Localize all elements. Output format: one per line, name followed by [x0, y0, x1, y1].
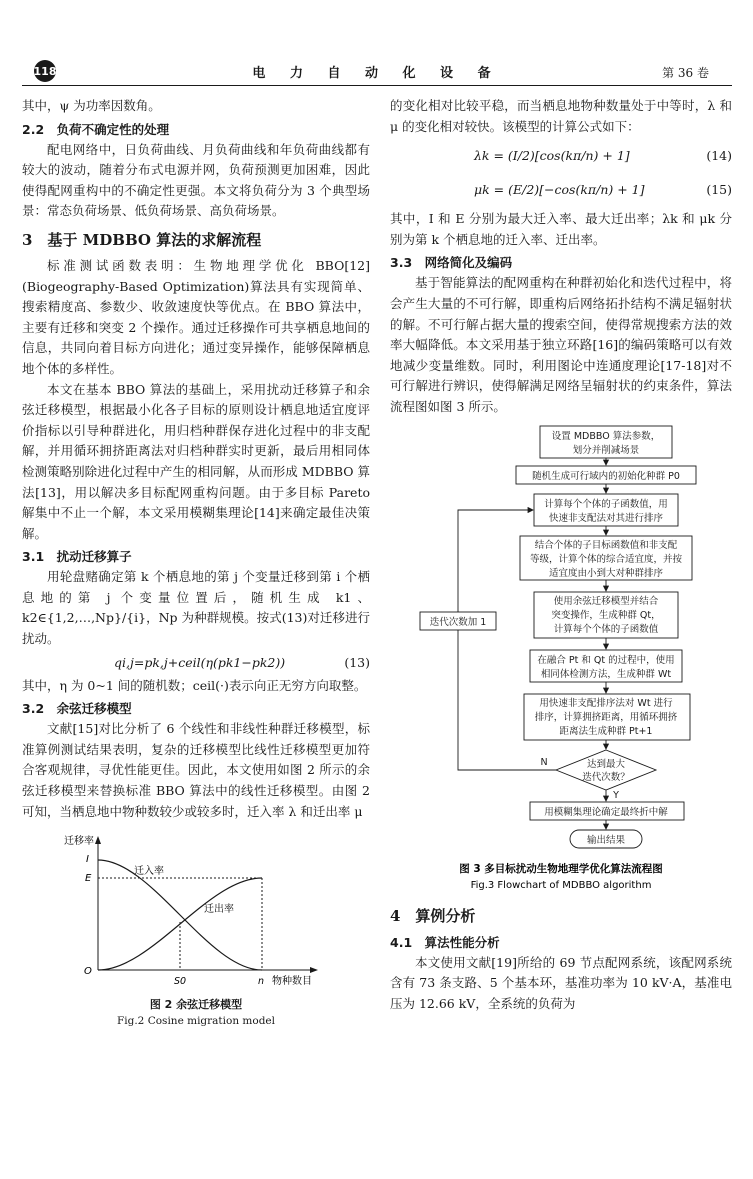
flow-box-1-line-1: 设置 MDBBO 算法参数，	[551, 430, 661, 442]
x-axis-arrow	[310, 967, 318, 973]
equation-13	[22, 652, 370, 674]
paragraph-3-1: 用轮盘赌确定第 k 个栖息地的第 j 个变量迁移到第 i 个栖息地的第 j 个变量位置后，随机生成 k1、k2∈{1,2,…,Np}/{i}，Np 为种群规模。按式(13)对迁移进行扰动。	[22, 569, 370, 647]
immigration-label: 迁入率	[134, 866, 164, 878]
flow-box-6-line-1: 在融合 Pt 和 Qt 的过程中，使用	[537, 654, 675, 666]
section-3-1-title: 3.1 扰动迁移算子	[22, 549, 132, 565]
paragraph-3b: 本文在基本 BBO 算法的基础上，采用扰动迁移算子和余弦迁移模型，根据最小化各子目标的原则设计栖息地适宜度评价指标以引导种群进化，用归档种群保存进化过程中的非支配解，并用循环拥挤距离法对归档种群实时更新，最后用相同体检测策略别除进化过程中产生的相同解，从而形成 MDBBO 算法[13]，用以解决多目标配网重构问题。由于多目标 Pareto 解集中不止一个解，本文采用模糊集理论[14]来确定最佳决策解。	[22, 381, 370, 541]
flow-box-4-line-1: 结合个体的子目标函数值和非支配	[534, 539, 678, 551]
figure-2	[22, 830, 370, 1027]
y-axis-arrow	[95, 836, 101, 844]
flow-box-7-line-3: 距离法生成种群 Pt+1	[559, 725, 653, 737]
section-2-2-title: 2.2 负荷不确定性的处理	[22, 121, 170, 137]
x-tick-n: n	[258, 976, 265, 988]
flow-no-label: N	[540, 756, 548, 768]
equation-14	[390, 145, 732, 167]
emigration-label: 迁出率	[204, 904, 234, 916]
arrow-loop-back	[458, 510, 533, 612]
paragraph-3-2: 文献[15]对比分析了 6 个线性和非线性种群迁移模型，标准算例测试结果表明，复杂的迁移模型比线性迁移模型更加符合客观规律，寻优性能更佳。因此，本文使用如图 2 所示的余弦迁移模型来替换标准 BBO 算法中的线性迁移模型。由图 2 可知，当栖息地中物种数较少或较多时，迁入率 λ 和迁出率 μ	[22, 721, 370, 819]
section-3-3-title: 3.3 网络简化及编码	[390, 255, 513, 271]
flow-box-8-text: 用模糊集理论确定最终折中解	[544, 806, 668, 818]
flow-decision-line-1: 达到最大	[586, 758, 626, 770]
origin-label: O	[84, 966, 92, 978]
flow-box-1-line-2: 划分并削减场景	[572, 444, 640, 456]
paragraph-4-1: 本文使用文献[19]所给的 69 节点配网系统，该配网系统含有 73 条支路、5 个基本环，基准功率为 10 kV·A，基准电压为 12.66 kV，全系统的负荷为	[390, 954, 732, 1011]
section-4-title: 4 算例分析	[390, 906, 476, 925]
flow-box-4-line-2: 等级，计算个体的综合适宜度，并按	[529, 553, 683, 565]
figure-3-caption-cn: 图 3 多目标扰动生物地理学优化算法流程图	[459, 862, 663, 875]
flow-decision	[556, 750, 656, 790]
flow-decision-line-2: 迭代次数？	[582, 771, 630, 783]
flow-box-7-line-2: 排序，计算拥挤距离，用循环拥挤	[534, 711, 678, 723]
section-3-title: 3 基于 MDBBO 算法的求解流程	[22, 230, 262, 249]
flow-box-5-line-1: 使用余弦迁移模型并结合	[553, 595, 659, 607]
mdbbo-flowchart	[390, 424, 732, 894]
y-tick-E: E	[85, 873, 92, 885]
x-tick-S0: S0	[174, 976, 187, 988]
flow-box-5-line-3: 计算每个个体的子函数值	[553, 623, 659, 635]
flow-box-4-line-3: 适宜度由小到大对种群排序	[548, 567, 664, 579]
equation-13-number: (13)	[344, 654, 370, 670]
paragraph-2-2: 配电网络中，日负荷曲线、月负荷曲线和年负荷曲线都有较大的波动，随着分布式电源并网，负荷预测更加困难，因此使得配网重构中的不确定性更强。本文将负荷分为 3 个典型场景：常态负荷场景、低负荷场景、高负荷场景。	[22, 141, 370, 219]
equation-14-number: (14)	[706, 148, 732, 164]
section-4-1-title: 4.1 算法性能分析	[390, 934, 500, 950]
flow-box-2-text: 随机生成可行域内的初始化种群 P0	[532, 470, 680, 482]
left-column	[22, 96, 370, 1027]
paragraph-after-eq: 其中，I 和 E 分别为最大迁入率、最大迁出率；λk 和 μk 分别为第 k 个栖息地的迁入率、迁出率。	[390, 211, 732, 247]
flow-yes-label: Y	[613, 789, 619, 801]
flow-end-text: 输出结果	[586, 834, 626, 846]
equation-13-body: qi,j=pk,j+ceil(η(pk1−pk2))	[114, 654, 286, 670]
right-column	[390, 96, 732, 1014]
paragraph-3-3: 基于智能算法的配网重构在种群初始化和迭代过程中，将会产生大量的不可行解，即重构后网络拓扑结构不满足辐射状的解。不可行解占据大量的搜索空间，使得常规搜索方法的效率大幅降低。本文采用基于独立环路[16]的编码策略可以有效地减少变量维数。同时，利用图论中连通度理论[17-18]对不可行解进行辨识，使得解满足网络呈辐射状的约束条件，算法流程图如图 3 所示。	[390, 275, 732, 414]
y-tick-I: I	[86, 854, 89, 866]
page-number-badge: 118	[34, 60, 56, 82]
paragraph-intro: 其中，ψ 为功率因数角。	[22, 98, 161, 113]
paragraph-3a: 标准测试函数表明：生物地理学优化 BBO[12](Biogeography-Based Optimization)算法具有实现简单、搜索精度高、参数少、收敛速度快等优点。在 BBO 算法中，主要有迁移和突变 2 个操作。通过迁移操作可共享栖息地间的信息，共同向着目标方向进化；通过变异操作，能够保障栖息地个体的多样性。	[22, 257, 370, 376]
figure-3	[390, 424, 732, 898]
flow-loop-text: 迭代次数加 1	[429, 616, 487, 628]
equation-15-number: (15)	[706, 182, 732, 198]
header-rule	[22, 85, 732, 86]
y-axis-label: 迁移率	[64, 836, 94, 848]
x-axis-label: 物种数目	[272, 976, 312, 988]
equation-15	[390, 179, 732, 201]
figure-3-caption-en: Fig.3 Flowchart of MDBBO algorithm	[470, 879, 652, 891]
flow-box-7-line-1: 用快速非支配排序法对 Wt 进行	[539, 697, 673, 709]
equation-14-body: λk = (I/2)[cos(kπ/n) + 1]	[474, 148, 630, 164]
equation-15-body: μk = (E/2)[−cos(kπ/n) + 1]	[474, 182, 645, 198]
flow-box-5-line-2: 突变操作，生成种群 Qt，	[551, 609, 661, 621]
flow-box-6-line-2: 相同体检测方法，生成种群 Wt	[540, 668, 672, 680]
emigration-curve	[98, 878, 262, 970]
page-header	[0, 0, 753, 81]
figure-2-caption-cn: 图 2 余弦迁移模型	[149, 998, 243, 1012]
journal-title: 电 力 自 动 化 设 备	[252, 66, 501, 81]
immigration-curve	[98, 860, 262, 970]
volume-label: 第 36 卷	[662, 66, 709, 80]
figure-2-caption-en: Fig.2 Cosine migration model	[116, 1015, 276, 1028]
paragraph-3-1b: 其中，η 为 0~1 间的随机数；ceil(·)表示向正无穷方向取整。	[22, 677, 367, 693]
cosine-migration-plot	[22, 830, 370, 988]
section-3-2-title: 3.2 余弦迁移模型	[22, 701, 132, 717]
flow-box-3-line-1: 计算每个个体的子函数值，用	[544, 498, 668, 510]
paragraph-right-top: 的变化相对比较平稳，而当栖息地物种数量处于中等时，λ 和 μ 的变化相对较快。该模型的计算公式如下：	[390, 98, 732, 134]
flow-box-3-line-2: 快速非支配法对其进行排序	[548, 512, 664, 524]
